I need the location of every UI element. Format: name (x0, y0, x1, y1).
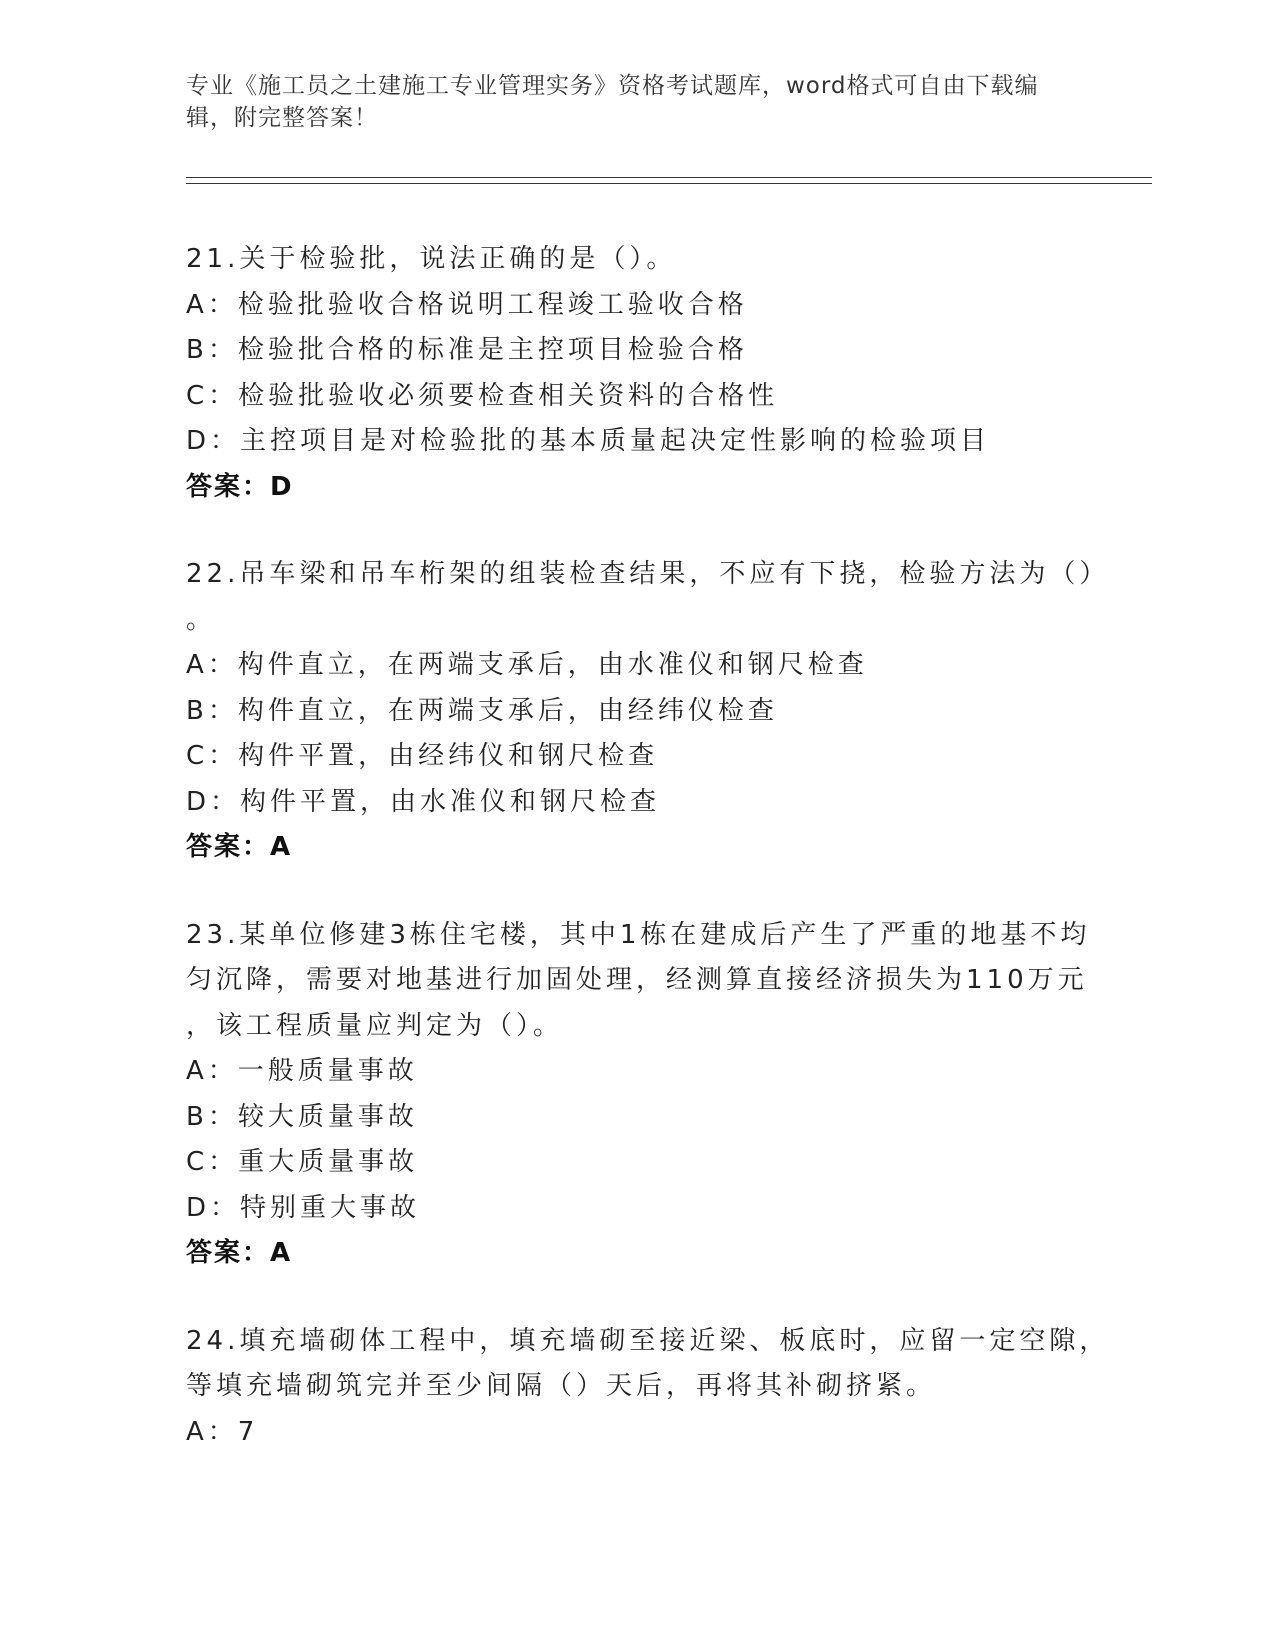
stem-line: 匀沉降，需要对地基进行加固处理，经测算直接经济损失为110万元 (186, 965, 1088, 995)
stem-line: 22.吊车梁和吊车桁架的组装检查结果，不应有下挠，检验方法为（） (186, 559, 1110, 589)
question-stem (186, 1319, 1110, 1410)
question-list (186, 237, 1110, 1497)
header-line-2: 辑，附完整答案！ (186, 105, 378, 131)
option-d: D：主控项目是对检验批的基本质量起决定性影响的检验项目 (186, 426, 991, 456)
option-a: A：检验批验收合格说明工程竣工验收合格 (186, 289, 748, 320)
question-24 (186, 1319, 1110, 1456)
header-line-1: 专业《施工员之土建施工专业管理实务》资格考试题库，word格式可自由下载编 (186, 73, 1039, 99)
stem-line: 24.填充墙砌体工程中，填充墙砌至接近梁、板底时，应留一定空隙， (186, 1325, 1110, 1356)
option-d: D：特别重大事故 (186, 1192, 421, 1223)
header-divider-top (186, 177, 1152, 178)
option-a: A：7 (186, 1416, 259, 1447)
option-d: D：构件平置，由水准仪和钢尺检查 (186, 786, 661, 817)
option-c: C：构件平置，由经纬仪和钢尺检查 (186, 741, 659, 771)
stem-line: 。 (186, 604, 217, 635)
option-b: B：构件直立，在两端支承后，由经纬仪检查 (186, 695, 778, 726)
answer: 答案：D (186, 471, 294, 502)
document-header (186, 70, 1086, 134)
stem-line: ，该工程质量应判定为（）。 (186, 1010, 564, 1041)
option-b: B：检验批合格的标准是主控项目检验合格 (186, 335, 748, 365)
question-22 (186, 552, 1110, 871)
question-23 (186, 913, 1091, 1277)
question-stem (186, 552, 1110, 643)
stem-line: 等填充墙砌筑完并至少间隔（）天后，再将其补砌挤紧。 (186, 1371, 937, 1401)
stem-line: 23.某单位修建3栋住宅楼，其中1栋在建成后产生了严重的地基不均 (186, 919, 1091, 950)
question-21 (186, 237, 1076, 510)
option-a: A：一般质量事故 (186, 1056, 418, 1086)
answer: 答案：A (186, 1238, 293, 1268)
header-divider-bottom (186, 183, 1152, 184)
answer: 答案：A (186, 832, 293, 862)
question-stem (186, 913, 1091, 1050)
option-b: B：较大质量事故 (186, 1101, 418, 1132)
question-stem (186, 237, 1076, 283)
option-a: A：构件直立，在两端支承后，由水准仪和钢尺检查 (186, 650, 868, 680)
option-c: C：重大质量事故 (186, 1147, 419, 1177)
stem-line: 21.关于检验批，说法正确的是（）。 (186, 244, 677, 274)
option-c: C：检验批验收必须要检查相关资料的合格性 (186, 380, 779, 411)
